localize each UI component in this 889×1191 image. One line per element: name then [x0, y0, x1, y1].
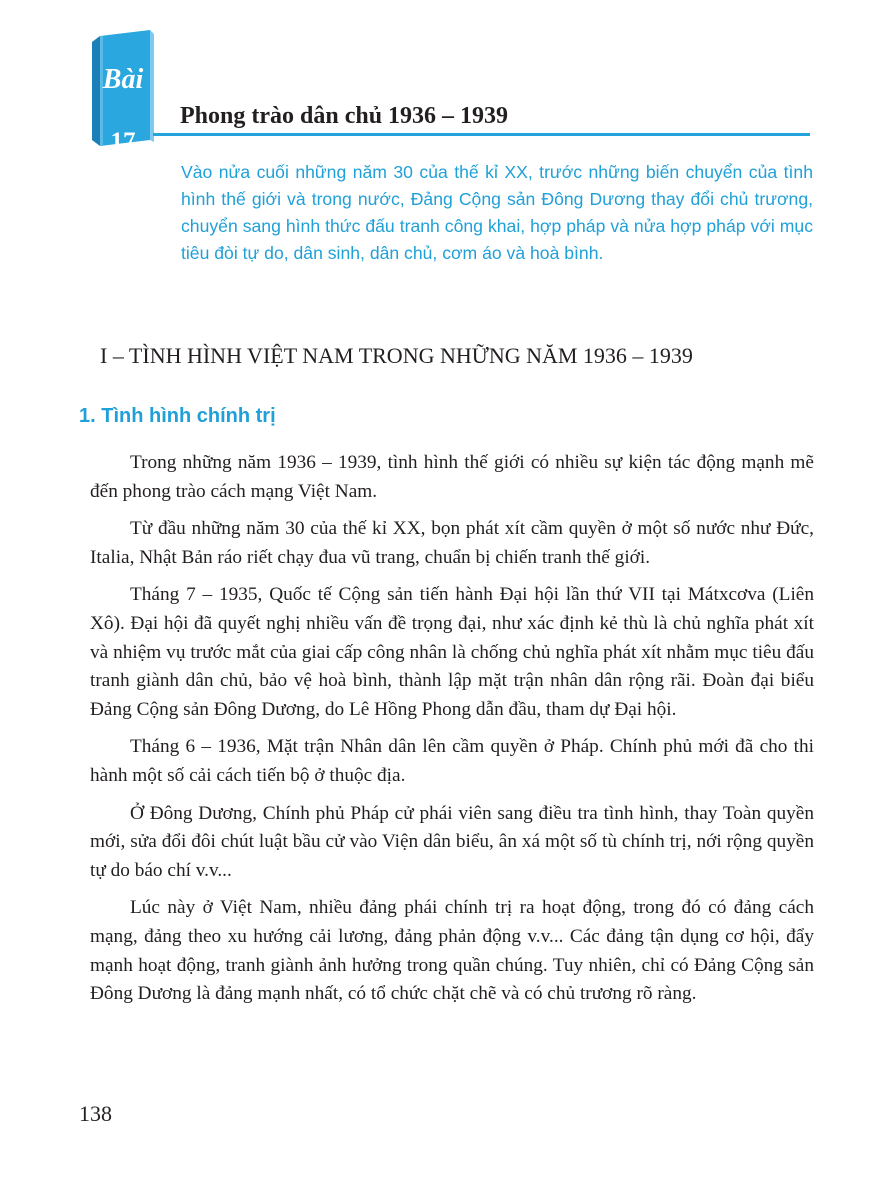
- lesson-badge-number: 17: [110, 128, 136, 155]
- paragraph: Trong những năm 1936 – 1939, tình hình thế giới có nhiều sự kiện tác động mạnh mẽ đến phong trào cách mạng Việt Nam.: [90, 452, 814, 502]
- paragraph: Từ đầu những năm 30 của thế kỉ XX, bọn phát xít cầm quyền ở một số nước như Đức, Italia, Nhật Bản ráo riết chạy đua vũ trang, chuẩn bị chiến tranh thế giới.: [90, 518, 814, 568]
- section-heading: I – TÌNH HÌNH VIỆT NAM TRONG NHỮNG NĂM 1936 – 1939: [100, 343, 693, 368]
- paragraph: Lúc này ở Việt Nam, nhiều đảng phái chính trị ra hoạt động, trong đó có đảng cách mạng, đảng theo xu hướng cải lương, đảng phản động v.v... Các đảng tận dụng cơ hội, đẩy mạnh hoạt động, tranh giành ảnh hưởng trong quần chúng. Tuy nhiên, chỉ có Đảng Cộng sản Đông Dương là đảng mạnh nhất, có tổ chức chặt chẽ và có chủ trương rõ ràng.: [90, 897, 814, 1005]
- lesson-title: Phong trào dân chủ 1936 – 1939: [180, 103, 509, 129]
- paragraph: Ở Đông Dương, Chính phủ Pháp cử phái viên sang điều tra tình hình, thay Toàn quyền mới, sửa đổi đôi chút luật bầu cử vào Viện dân biểu, ân xá một số tù chính trị, nới rộng quyền tự do báo chí v.v...: [90, 802, 814, 881]
- lesson-badge-word: Bài: [102, 64, 144, 95]
- subsection-heading: 1. Tình hình chính trị: [79, 405, 276, 427]
- page-number: 138: [79, 1101, 112, 1126]
- lesson-badge: [92, 30, 158, 155]
- body-text: [90, 449, 814, 1018]
- lesson-intro: Vào nửa cuối những năm 30 của thế kỉ XX, trước những biến chuyển của tình hình thế giới và trong nước, Đảng Cộng sản Đông Dương thay đổi chủ trương, chuyển sang hình thức đấu tranh công khai, hợp pháp và nửa hợp pháp với mục tiêu đòi tự do, dân sinh, dân chủ, cơm áo và hoà bình.: [181, 162, 813, 263]
- title-underline: [153, 133, 810, 136]
- paragraph: Tháng 6 – 1936, Mặt trận Nhân dân lên cầm quyền ở Pháp. Chính phủ mới đã cho thi hành một số cải cách tiến bộ ở thuộc địa.: [90, 736, 814, 786]
- paragraph: Tháng 7 – 1935, Quốc tế Cộng sản tiến hành Đại hội lần thứ VII tại Mátxcơva (Liên Xô). Đại hội đã quyết nghị nhiều vấn đề trọng đại, như xác định kẻ thù là chủ nghĩa phát xít và nhiệm vụ trước mắt của giai cấp công nhân là chống chủ nghĩa phát xít nhằm mục tiêu đấu tranh giành dân chủ, bảo vệ hoà bình, thành lập mặt trận nhân dân rộng rãi. Đoàn đại biểu Đảng Cộng sản Đông Dương, do Lê Hồng Phong dẫn đầu, tham dự Đại hội.: [90, 584, 814, 720]
